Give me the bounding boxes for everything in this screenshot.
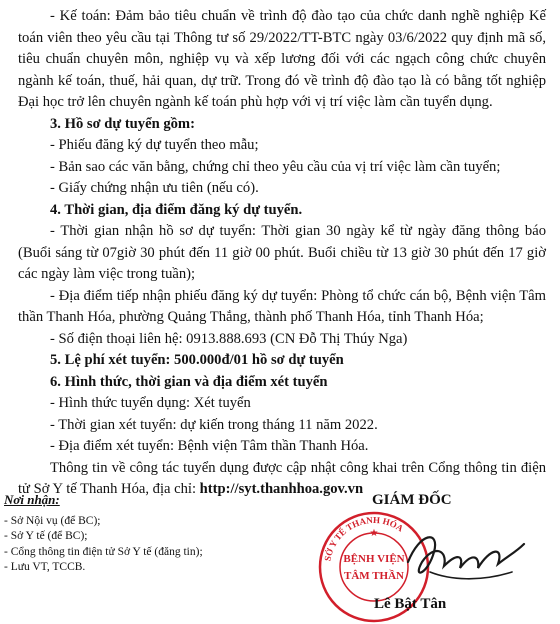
document-body <box>18 6 546 501</box>
recipient-item: - Sở Nội vụ (để BC); <box>4 514 101 527</box>
submission-location-paragraph: - Địa điểm tiếp nhận phiếu đăng ký dự tuyển: Phòng tổ chức cán bộ, Bệnh viện Tâm thần Thanh Hóa, phường Quảng Thắng, thành phố Thanh Hóa, tỉnh Thanh Hóa; <box>18 287 546 325</box>
portal-link[interactable]: http://syt.thanhhoa.gov.vn <box>199 481 364 497</box>
stamp-line-2: TÂM THẦN <box>344 570 404 582</box>
section-3-heading: 3. Hồ sơ dự tuyển gồm: <box>50 115 195 132</box>
recipient-item: - Sở Y tế (để BC); <box>4 530 88 542</box>
section-5-heading: 5. Lệ phí xét tuyển: 500.000đ/01 hồ sơ dự tuyển <box>50 352 344 368</box>
submission-time-paragraph: - Thời gian nhận hồ sơ dự tuyển: Thời gian 30 ngày kể từ ngày đăng thông báo (Buổi sáng từ 07giờ 30 phút đến 11 giờ 00 phút. Buổi chiều từ 13 giờ 30 phút đến 17 giờ các ngày làm việc trong tuần); <box>18 223 546 282</box>
signature-stroke <box>408 537 524 572</box>
selection-time-paragraph: - Thời gian xét tuyển: dự kiến trong tháng 11 năm 2022. <box>50 416 378 433</box>
stamp-inner-ring <box>340 533 408 601</box>
selection-location-paragraph: - Địa điểm xét tuyển: Bệnh viện Tâm thần Thanh Hóa. <box>50 438 369 454</box>
accountant-requirement-paragraph: - Kế toán: Đảm bảo tiêu chuẩn về trình độ đào tạo của chức danh nghề nghiệp Kế toán viên theo yêu cầu tại Thông tư số 29/2022/TT-BTC ngày 03/6/2022 quy định mã số, tiêu chuẩn chuyên môn, nghiệp vụ và xếp lương đối với các ngạch công chức chuyên ngành kế toán, thuế, hải quan, dự trữ. Trong đó về trình độ đào tạo là có bằng tốt nghiệp Đại học trở lên chuyên ngành kế toán phù hợp với vị trí việc làm cần tuyển dụng. <box>18 8 546 110</box>
section-4-heading: 4. Thời gian, địa điểm đăng ký dự tuyển. <box>50 201 303 218</box>
recipient-item: - Cổng thông tin điện tử Sở Y tế (đăng tin); <box>4 545 203 558</box>
info-portal-text: Thông tin về công tác tuyển dụng được cập nhật công khai trên Cổng thông tin điện tử Sở Y tế Thanh Hóa, địa chỉ: <box>18 459 546 497</box>
recipients-block <box>4 492 244 576</box>
footer-section <box>0 492 560 624</box>
dossier-item-form: - Phiếu đăng ký dự tuyển theo mẫu; <box>50 137 259 153</box>
recipients-title: Nơi nhận: <box>4 492 60 507</box>
signer-name: Lê Bật Tân <box>374 596 447 612</box>
recipient-item: - Lưu VT, TCCB. <box>4 561 86 573</box>
handwritten-signature <box>400 522 530 592</box>
director-title: GIÁM ĐỐC <box>372 492 452 508</box>
stamp-ring-text: SỞ Y TẾ THANH HÓA <box>322 514 406 562</box>
stamp-star-icon: ★ <box>369 528 379 539</box>
stamp-line-1: BỆNH VIỆN <box>343 553 405 565</box>
dossier-item-priority: - Giấy chứng nhận ưu tiên (nếu có). <box>50 180 259 196</box>
section-6-heading: 6. Hình thức, thời gian và địa điểm xét tuyển <box>50 373 328 390</box>
dossier-item-certificates: - Bản sao các văn bằng, chứng chỉ theo yêu cầu của vị trí việc làm cần tuyển; <box>50 158 501 175</box>
signature-underline <box>430 572 512 579</box>
selection-form-paragraph: - Hình thức tuyển dụng: Xét tuyển <box>50 395 251 411</box>
contact-phone-paragraph: - Số điện thoại liên hệ: 0913.888.693 (CN Đỗ Thị Thúy Nga) <box>50 330 408 347</box>
